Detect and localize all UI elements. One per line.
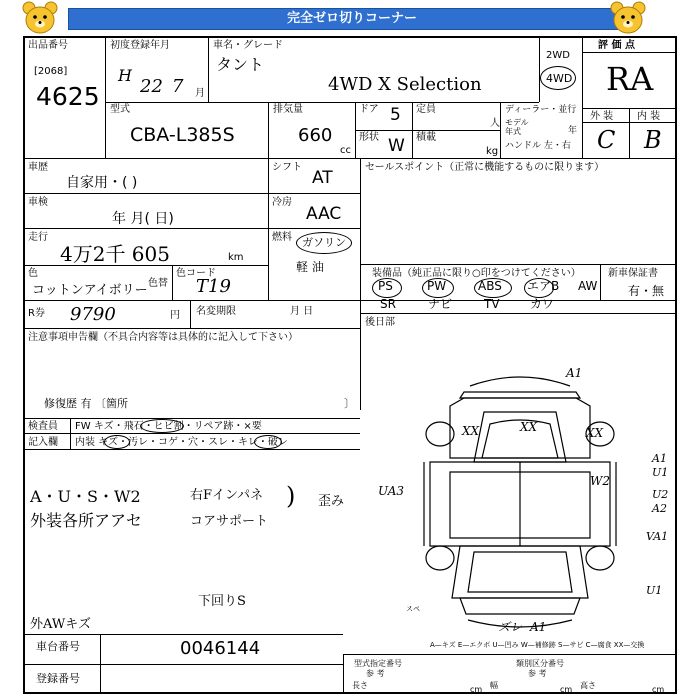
- dim-height-label: 高さ: [580, 681, 596, 690]
- check-circle-mark: [104, 435, 130, 449]
- first-reg-label: 初度登録年月: [110, 40, 170, 51]
- inspection-value: 年 月( 日): [112, 211, 174, 227]
- dealer-year-label: 年式: [505, 127, 521, 136]
- dealer-year-unit: 年: [568, 126, 578, 136]
- inspector-note-1: A・U・S・W2: [30, 487, 141, 506]
- color-code-label: 色コード: [176, 268, 216, 279]
- shape-label: 形状: [359, 132, 379, 143]
- capacity-label: 定員: [416, 104, 436, 115]
- inspector-note-2: 外装各所アアセ: [30, 511, 142, 530]
- dim-unit: cm: [560, 685, 573, 694]
- type-label: 型式: [110, 104, 130, 115]
- cert-label: 型式指定番号: [354, 659, 402, 668]
- capacity-unit: 人: [490, 118, 500, 129]
- ac-label: 冷房: [272, 197, 292, 208]
- check-row-fw: FW キズ・飛石・ヒビ割・リペア跡・×要: [75, 421, 262, 432]
- model-grade: 4WD X Selection: [328, 74, 482, 95]
- equipment-label: 装備品（純正品に限り○印をつけてください）: [372, 268, 581, 279]
- dim-unit: cm: [470, 685, 483, 694]
- bear-mascot-icon: [608, 0, 648, 36]
- damage-mark: VA1: [646, 530, 669, 543]
- recycle-value: 9790: [70, 304, 116, 325]
- equipment-airbag: エアB: [527, 279, 560, 293]
- damage-legend: A—キズ E—エクボ U—凹み W—補修跡 S—サビ C—腐食 XX—交換: [430, 641, 645, 649]
- equipment-pw: PW: [427, 279, 447, 293]
- displacement-unit: cc: [340, 145, 351, 156]
- color-change-label: 色替: [148, 278, 168, 289]
- drive-value: 4WD: [546, 72, 573, 85]
- damage-mark: W2: [590, 474, 610, 488]
- color-label: 色: [28, 268, 38, 279]
- rating-value: RA: [606, 60, 654, 98]
- sales-point-label: セールスポイント（正常に機能するものに限ります）: [365, 162, 605, 173]
- recycle-label: R券: [28, 308, 45, 319]
- history-value: 自家用・( ): [66, 175, 138, 191]
- first-reg-year: 22: [140, 76, 163, 97]
- damage-mark: A2: [652, 502, 667, 515]
- displacement-value: 660: [298, 125, 333, 146]
- lot-number: 4625: [36, 82, 100, 111]
- fuel-label: 燃料: [272, 232, 292, 243]
- color-code-value: T19: [196, 276, 231, 297]
- mileage-value: 4万2千 605: [60, 242, 170, 266]
- damage-mark: XX: [586, 426, 604, 440]
- rating-label: 評 価 点: [598, 40, 635, 51]
- inspector-note-3: 右Fインパネ: [190, 488, 264, 503]
- color-value: コットンアイボリー: [32, 283, 148, 298]
- transfer-label: 名変期限: [196, 306, 236, 317]
- footer-ref: 参 考: [366, 669, 385, 678]
- damage-mark: UA3: [378, 484, 405, 498]
- dim-width-label: 幅: [490, 681, 498, 690]
- car-damage-diagram: [364, 362, 676, 638]
- interior-grade: B: [644, 126, 662, 154]
- warranty-label: 新車保証書: [608, 268, 658, 279]
- bracket-mark: ): [286, 482, 296, 510]
- first-reg-month: 7: [172, 76, 184, 97]
- repair-bracket: 〕: [344, 397, 355, 410]
- doors-value: 5: [390, 105, 401, 125]
- mileage-unit: km: [228, 252, 244, 263]
- exterior-grade: C: [597, 126, 616, 154]
- interior-label: 内 装: [637, 111, 661, 122]
- dim-unit: cm: [652, 685, 665, 694]
- type-value: CBA-L385S: [130, 124, 235, 146]
- damage-mark: U1: [652, 466, 669, 479]
- shift-value: AT: [312, 168, 333, 188]
- damage-mark: A1: [652, 452, 667, 465]
- inspector-note-7: 外AWキズ: [30, 617, 91, 632]
- banner-title: 完全ゼロ切りコーナー: [68, 8, 636, 30]
- damage-mark: スペ: [406, 605, 420, 613]
- drive-2wd-label: 2WD: [546, 50, 570, 61]
- dealer-handle: ハンドル 左・右: [505, 141, 571, 151]
- equipment-leather: カワ: [530, 297, 555, 311]
- check-circle-mark: [140, 419, 184, 433]
- load-unit: kg: [486, 146, 499, 157]
- dealer-model-label: モデル: [505, 118, 529, 127]
- transfer-value: 月 日: [290, 306, 314, 317]
- equipment-ps: PS: [378, 279, 393, 293]
- first-reg-month-unit: 月: [195, 88, 205, 99]
- dim-length-label: 長さ: [352, 681, 368, 690]
- ac-value: AAC: [306, 204, 342, 224]
- check-row-interior: 内装 キズ・汚レ・コゲ・穴・スレ・キレ・破レ: [75, 437, 288, 448]
- shift-label: シフト: [272, 162, 302, 173]
- damage-mark: A1: [530, 620, 547, 634]
- inspector-note-6: 下回りS: [198, 594, 246, 609]
- inspector-note-5: 歪み: [318, 494, 345, 509]
- registration-label: 登録番号: [36, 672, 80, 685]
- inspection-label: 車検: [28, 197, 48, 208]
- first-reg-era: H: [118, 66, 132, 85]
- load-label: 積載: [416, 132, 436, 143]
- damage-mark: U1: [646, 584, 663, 597]
- history-label: 車歴: [28, 162, 48, 173]
- equipment-abs: ABS: [478, 279, 502, 293]
- check-circle-mark: [254, 435, 282, 449]
- check-label-2: 記入欄: [28, 437, 58, 448]
- warranty-value: 有・無: [628, 284, 665, 298]
- chassis-value: 0046144: [180, 638, 261, 659]
- check-label-1: 検査員: [28, 421, 58, 432]
- bear-mascot-icon: [20, 0, 60, 36]
- damage-mark: A1: [566, 366, 583, 380]
- recycle-unit: 円: [170, 310, 180, 321]
- model-name: タント: [216, 55, 265, 74]
- lot-sub: [2068]: [34, 66, 68, 77]
- damage-mark: XX: [462, 424, 480, 438]
- dealer-label: ディーラー・並行: [505, 105, 577, 115]
- shape-value: W: [388, 136, 405, 156]
- damage-mark: ズレ: [498, 620, 523, 634]
- fuel-diesel: 軽 油: [296, 260, 324, 274]
- exterior-label: 外 装: [590, 111, 614, 122]
- equipment-navi: ナビ: [428, 297, 453, 311]
- model-label: 車名・グレード: [213, 40, 283, 51]
- repair-history: 修復歴 有 〔箇所: [44, 397, 128, 410]
- footer-ref: 参 考: [528, 669, 547, 678]
- mileage-label: 走行: [28, 232, 48, 243]
- class-label: 類別区分番号: [516, 659, 564, 668]
- rear-label: 後日部: [365, 317, 395, 328]
- lot-label: 出品番号: [28, 40, 68, 51]
- equipment-aw: AW: [578, 279, 598, 293]
- equipment-sr: SR: [380, 297, 396, 311]
- chassis-label: 車台番号: [36, 640, 80, 653]
- displacement-label: 排気量: [273, 104, 303, 115]
- notes-label: 注意事項申告欄（不具合内容等は具体的に記入して下さい）: [28, 332, 298, 343]
- inspector-note-4: コアサポート: [190, 514, 269, 529]
- fuel-gasoline: ガソリン: [302, 236, 346, 249]
- doors-label: ドア: [359, 104, 379, 115]
- damage-mark: XX: [520, 420, 538, 434]
- equipment-tv: TV: [484, 297, 500, 311]
- damage-mark: U2: [652, 488, 669, 501]
